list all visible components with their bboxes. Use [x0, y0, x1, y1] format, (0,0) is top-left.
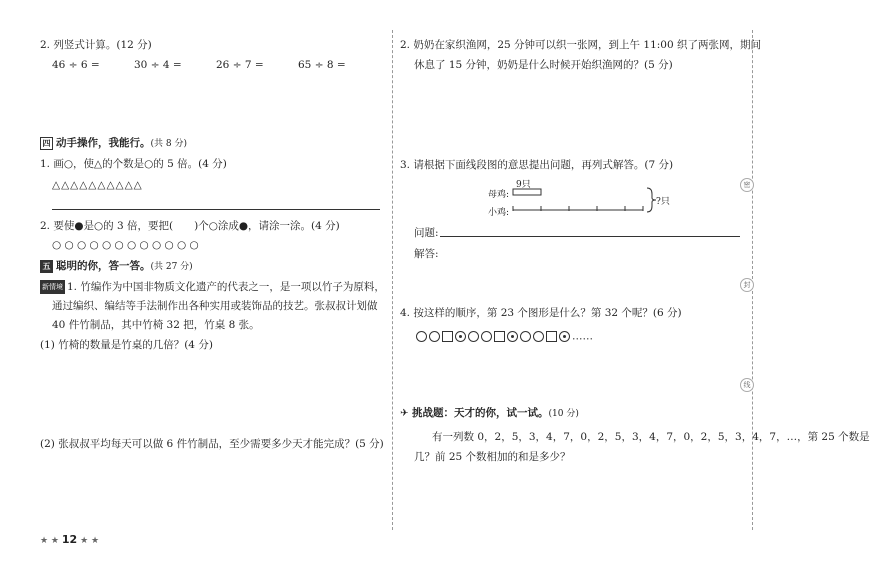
- challenge-line1: 有一列数 0，2，5，3，4，7，0，2，5，3，4，7，0，2，5，3，4，7，…，第 25 个数是: [432, 431, 870, 443]
- label-nine: 9只: [516, 180, 531, 190]
- s4-q2-text: 2. 要使●是○的 3 倍，要把( )个○涂成●，请涂一涂。(4 分): [40, 220, 340, 232]
- right-q4-text: 4. 按这样的顺序，第 23 个图形是什么？第 32 个呢？(6 分): [400, 307, 682, 319]
- new-context-badge: 新情境: [40, 280, 65, 294]
- calc-item-3: 26 ÷ 7 =: [216, 59, 264, 71]
- page-footer: [40, 533, 99, 546]
- s5-q1-line1: [40, 280, 385, 294]
- question-line: [440, 236, 740, 237]
- section-4-number: 四: [40, 137, 53, 150]
- segment-diagram: [510, 184, 660, 216]
- footer-stars-left: ★ ★: [40, 536, 59, 546]
- label-hen: 母鸡:: [488, 190, 510, 200]
- footer-stars-right: ★ ★: [80, 536, 100, 546]
- section-4-title: 动手操作，我能行。: [56, 137, 151, 149]
- s5-q1-sub1: (1) 竹椅的数量是竹桌的几倍？(4 分): [40, 339, 213, 351]
- s5-q1-sub2: (2) 张叔叔平均每天可以做 6 件竹制品，至少需要多少天才能完成？(5 分): [40, 438, 384, 450]
- section-4-header: [40, 136, 187, 151]
- label-chick: 小鸡:: [488, 208, 510, 218]
- calc-item-1: 46 ÷ 6 =: [52, 59, 100, 71]
- calc-item-4: 65 ÷ 8 =: [298, 59, 346, 71]
- right-q2-line1: 2. 奶奶在家织渔网，25 分钟可以织一张网，到上午 11:00 织了两张网，期间: [400, 39, 761, 51]
- label-wenti: 问题:: [414, 227, 439, 239]
- section-5-header: [40, 259, 193, 274]
- circle-shape: [520, 331, 531, 342]
- circle-shape: [429, 331, 440, 342]
- s4-q1-text: 1. 画○，使△的个数是○的 5 倍。(4 分): [40, 158, 227, 170]
- challenge-score: (10 分): [548, 409, 579, 419]
- circle-shape: [468, 331, 479, 342]
- label-jieda: 解答:: [414, 248, 439, 260]
- square-shape: [546, 331, 557, 342]
- s5-q1-line1-text: 1. 竹编作为中国非物质文化遗产的代表之一，是一项以竹子为原料，: [67, 281, 385, 293]
- answer-line: [52, 209, 380, 210]
- square-shape: [494, 331, 505, 342]
- shape-sequence: [416, 326, 593, 345]
- seal-mark: 线: [740, 378, 754, 392]
- section-5-score: (共 27 分): [150, 262, 193, 272]
- circle-shape: [533, 331, 544, 342]
- circle-shape: [416, 331, 427, 342]
- dot-circle-shape: [559, 331, 570, 342]
- right-q2-line2: 休息了 15 分钟，奶奶是什么时候开始织渔网的？(5 分): [414, 59, 673, 71]
- page-number: 12: [61, 533, 78, 546]
- seal-mark: 封: [740, 278, 754, 292]
- challenge-line2: 几？前 25 个数相加的和是多少？: [414, 451, 571, 463]
- section-4-score: (共 8 分): [150, 139, 187, 149]
- section-5-number: 五: [40, 260, 53, 273]
- square-shape: [442, 331, 453, 342]
- label-question: ?只: [656, 197, 670, 207]
- s5-q1-line2: 通过编织、编结等手法制作出各种实用或装饰品的技艺。张叔叔计划做: [52, 300, 378, 312]
- dot-circle-shape: [455, 331, 466, 342]
- sequence-ellipsis: ……: [572, 330, 593, 343]
- seal-mark: 密: [740, 178, 754, 192]
- challenge-header: [400, 406, 579, 421]
- left-q2-title: 2. 列竖式计算。(12 分): [40, 39, 152, 51]
- rocket-icon: ✈: [400, 408, 409, 419]
- calc-item-2: 30 ÷ 4 =: [134, 59, 182, 71]
- dot-circle-shape: [507, 331, 518, 342]
- s5-q1-line3: 40 件竹制品，其中竹椅 32 把，竹桌 8 张。: [52, 319, 260, 331]
- hen-segment: [513, 189, 541, 195]
- right-q3-text: 3. 请根据下面线段图的意思提出问题，再列式解答。(7 分): [400, 159, 674, 171]
- brace: [647, 188, 656, 212]
- circle-row: ○ ○ ○ ○ ○ ○ ○ ○ ○ ○ ○ ○: [52, 239, 199, 251]
- column-divider: [392, 30, 393, 530]
- challenge-title: 挑战题：天才的你，试一试。: [412, 407, 549, 419]
- section-5-title: 聪明的你，答一答。: [56, 260, 151, 272]
- circle-shape: [481, 331, 492, 342]
- triangle-row: △△△△△△△△△△: [52, 179, 143, 191]
